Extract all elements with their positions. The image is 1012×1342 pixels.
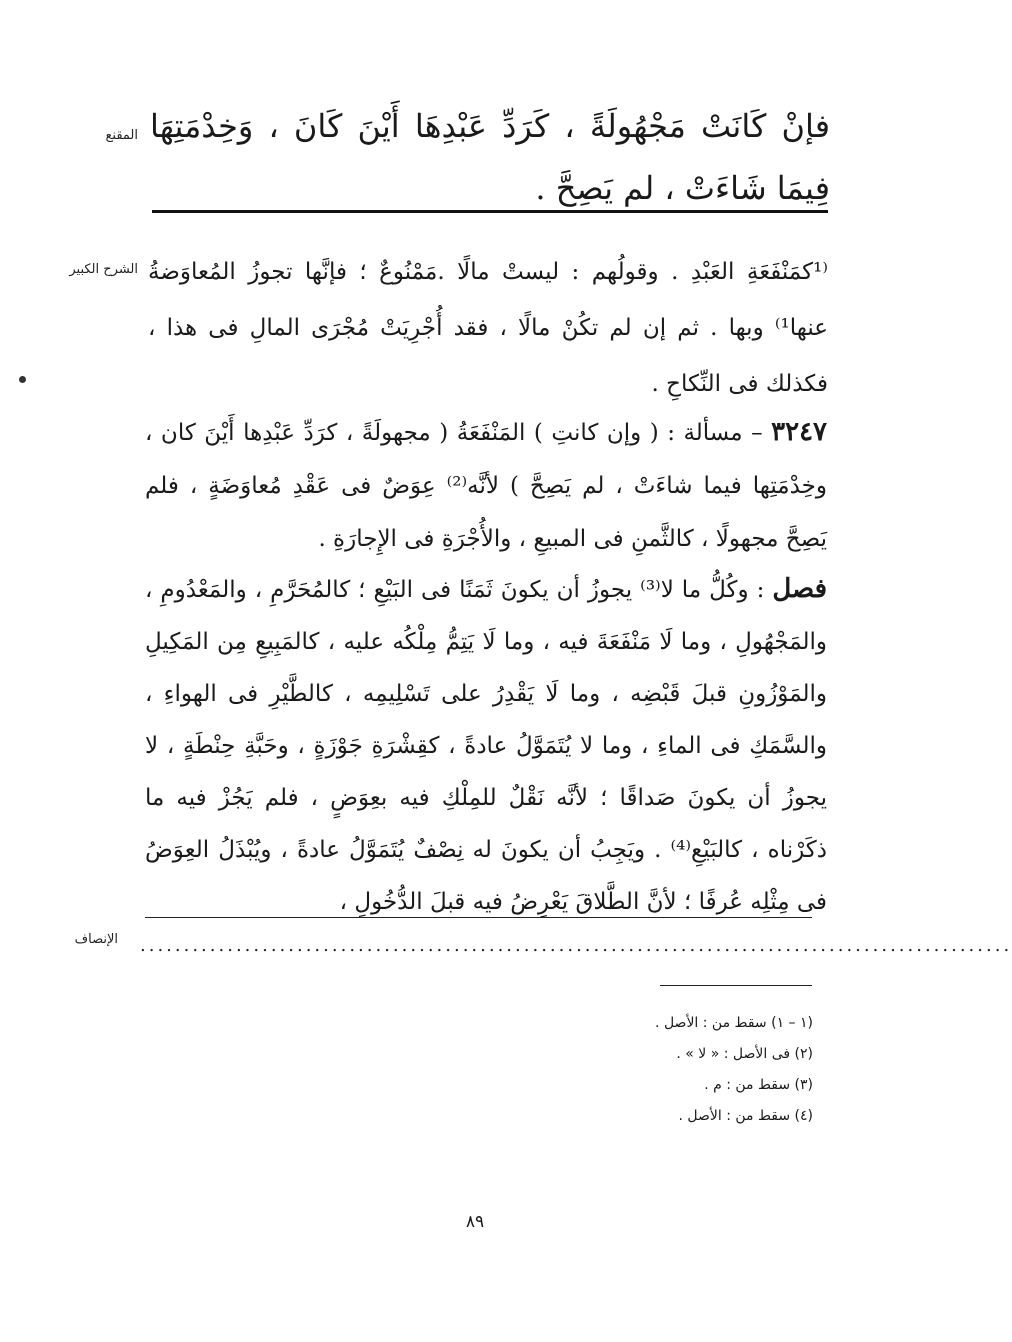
section-divider-thin [145,917,812,918]
page-number: ٨٩ [465,1212,485,1232]
footnote-2: (٢) فى الأصل : « لا » . [676,1046,813,1062]
fasl-heading: فصل [772,574,828,604]
fasl-text: : وكُلُّ ما لا⁽³⁾ يجوزُ أن يكونَ ثَمَنًا فى البَيْعِ ؛ كالمُحَرَّمِ ، والمَعْدُومِ ، والمَجْهُولِ ، وما لَا مَنْفَعَةَ فيه ، وما لَا يَتِمُّ مِلْكُه عليه ، كالمَبِيعِ مِن المَكِيلِ والمَوْزُونِ قبلَ قَبْضِه ، وما لَا يَقْدِرُ على تَسْلِيمِه ، كالطَّيْرِ فى الهواءِ ، والسَّمَكِ فى الماءِ ، وما لا يُتَمَوَّلُ عادةً ، كقِشْرَةِ جَوْزَةٍ ، وحَبَّةِ حِنْطَةٍ ، لا يجوزُ أن يكونَ صَداقًا ؛ لأنَّه نَقْلٌ للمِلْكِ فيه بعِوَضٍ ، فلم يَجُزْ فيه ما ذكَرْناه ، كالبَيْعِ⁽⁴⁾ . ويَجِبُ أن يكونَ له نِصْفٌ يُتَمَوَّلُ عادةً ، ويُبْذَلُ العِوَضُ فى مِثْلِه عُرفًا ؛ لأنَّ الطَّلاقَ يَعْرِضُ فيه قبلَ الدُّخُولِ ، [145,577,827,915]
margin-label-insaf: الإنصاف [74,932,118,947]
margin-label-sharh: الشرح الكبير [69,262,138,277]
footnotes [513,1008,813,1132]
insaf-dotted-line: .................................................................................................... [140,935,1012,956]
masala-text: – مسألة : ( وإن كانتِ ) المَنْفَعَةُ ( مجهولَةً ، كرَدِّ عَبْدِها أَيْنَ كان ، وخِدْمَتِها فيما شاءَتْ ، لم يَصِحَّ ) لأنَّه⁽²⁾ عِوَضٌ فى عَقْدِ مُعاوَضَةٍ ، فلم يَصِحَّ مجهولًا ، كالثَّمنِ فى المبيعِ ، والأُجْرَةِ فى الإِجارَةِ . [145,420,827,552]
footnote-1: (١ – ١) سقط من : الأصل . [655,1015,813,1031]
footnote-separator [660,985,812,986]
sharh-intro-paragraph: ⁽¹كمَنْفَعَةِ العَبْدِ . وقولُهم : ليستْ مالًا .مَمْنُوعٌ ؛ فإنَّها تجوزُ المُعاوَضةُ عنها¹⁾ وبها . ثم إن لم تكُنْ مالًا ، فقد أُجْرِيَتْ مُجْرَى المالِ فى هذا ، فكذلك فى النِّكاحِ . [148,259,828,397]
masala-number: ٣٢٤٧ [771,417,827,447]
footnote-3: (٣) سقط من : م . [704,1077,813,1093]
masala-paragraph [145,406,827,566]
margin-label-muqni: المقنع [105,128,138,143]
margin-dot-mark [19,376,26,383]
muqni-text: فإنْ كَانَتْ مَجْهُولَةً ، كَرَدِّ عَبْدِهَا أَيْنَ كَانَ ، وَخِدْمَتِهَا فِيمَا شَاءَتْ ، لم يَصِحَّ . [150,107,830,207]
section-divider [152,210,828,213]
fasl-paragraph [145,563,827,928]
footnote-4: (٤) سقط من : الأصل . [678,1108,813,1124]
